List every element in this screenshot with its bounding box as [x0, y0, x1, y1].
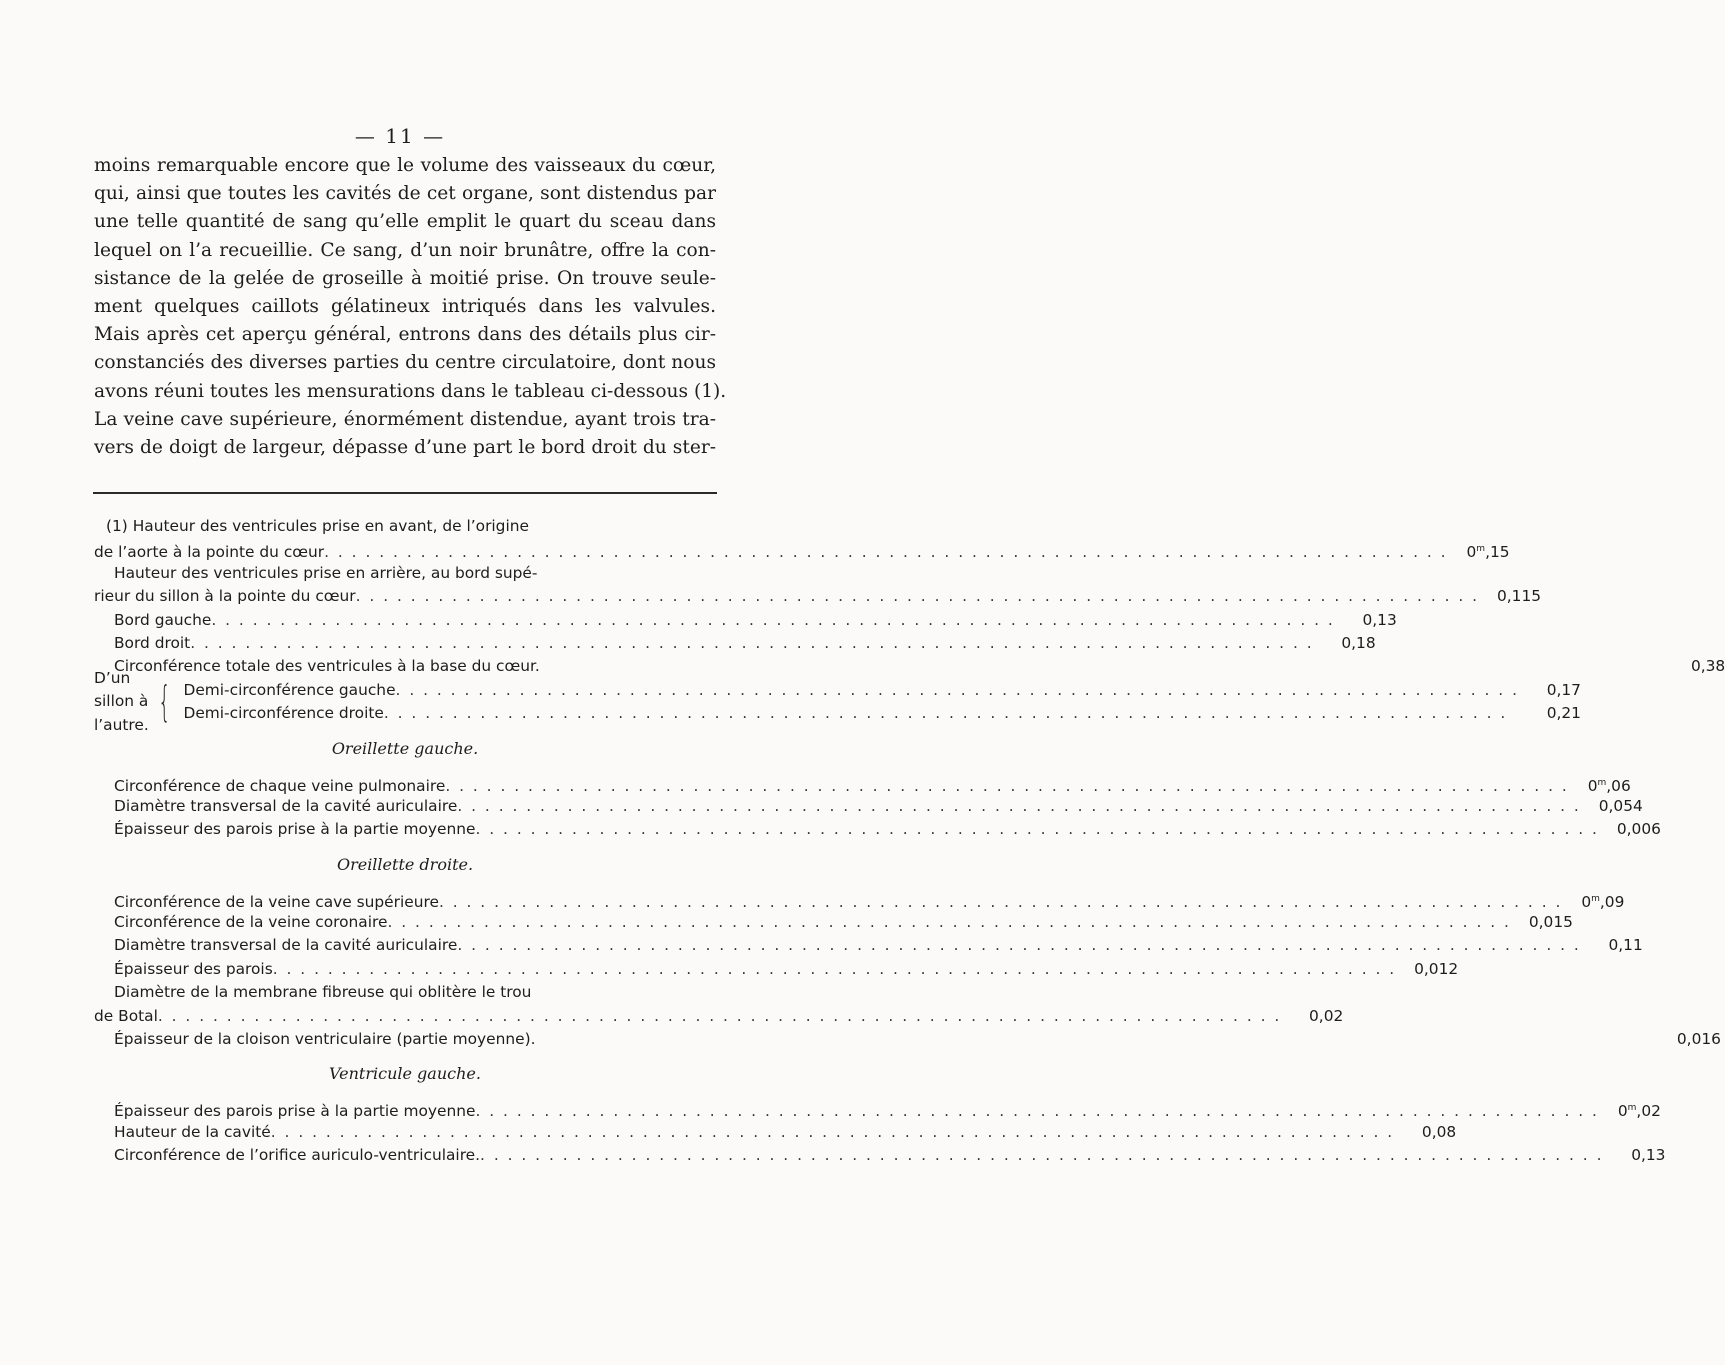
row-label: Bord droit: [114, 633, 191, 652]
body-paragraph: [94, 152, 727, 462]
row-label: Circonférence totale des ventricules à la base du cœur.: [114, 657, 540, 676]
footnote-divider: [93, 492, 717, 494]
table-row: [94, 538, 1510, 562]
row-label: Épaisseur des parois prise à la partie moyenne: [114, 820, 476, 839]
row-value: 0,11: [1608, 936, 1643, 955]
section-heading: Oreillette droite.: [336, 854, 474, 874]
leader-dots: [480, 1144, 1603, 1167]
table-row: [94, 609, 1397, 632]
table-row: [94, 1144, 1666, 1167]
row-value: 0,016: [1676, 1030, 1721, 1049]
row-label: Hauteur de la cavité: [114, 1122, 271, 1141]
leader-dots: [387, 911, 1510, 934]
table-row: [183, 679, 1581, 702]
row-label: Demi-circonférence droite: [183, 704, 384, 723]
row-label: Circonférence de l’orifice auriculo-ventriculaire.: [114, 1146, 481, 1165]
table-row: [94, 911, 1573, 934]
table-row: [94, 818, 1661, 841]
leader-dots: [271, 1121, 1394, 1144]
table-row: [183, 702, 1581, 725]
table-row: [94, 1005, 1344, 1028]
row-value: 0,08: [1421, 1122, 1457, 1141]
table-row: [94, 981, 716, 1004]
row-label: Bord gauche: [114, 610, 212, 629]
leader-dots: [158, 1005, 1281, 1028]
table-row: [94, 958, 1459, 981]
leader-dots: [190, 632, 1313, 655]
table-row: [94, 1028, 1721, 1051]
brace-icon: {: [158, 677, 171, 727]
leader-dots: [384, 702, 1519, 725]
brace-group: [94, 669, 1581, 734]
body-line: sistance de la gelée de groseille à moitié prise. On trouve seule-: [94, 267, 716, 289]
body-line: lequel on l’a recueillie. Ce sang, d’un noir brunâtre, offre la con-: [94, 239, 716, 261]
body-line: ment quelques caillots gélatineux intriqués dans les valvules.: [94, 296, 716, 318]
row-value: 0,012: [1414, 959, 1459, 978]
section-heading: Oreillette gauche.: [331, 738, 479, 758]
row-value: 0$^m$,02: [1617, 1102, 1661, 1121]
row-value: 0$^m$,09: [1581, 892, 1625, 911]
table-row: [94, 655, 1725, 678]
row-label: Demi-circonférence gauche: [183, 680, 396, 699]
page-number: — 11 —: [354, 124, 446, 148]
leader-dots: [356, 585, 1479, 608]
row-value: 0,054: [1598, 796, 1643, 815]
leader-dots: [475, 818, 1598, 841]
body-line: moins remarquable encore que le volume des vaisseaux du cœur,: [94, 155, 716, 176]
table-row: [94, 1121, 1457, 1144]
body-line: avons réuni toutes les mensurations dans le tableau ci-dessous (1).: [94, 380, 727, 402]
table-row: [94, 888, 1625, 911]
row-label: Diamètre transversal de la cavité auriculaire: [114, 796, 458, 815]
table-row: [94, 772, 1631, 795]
row-value: 0,38: [1690, 657, 1725, 676]
row-label: Circonférence de la veine cave supérieure: [114, 892, 439, 911]
row-label: Épaisseur des parois: [114, 959, 273, 978]
footnote-table: [94, 515, 1725, 1168]
leader-dots: [457, 795, 1580, 818]
row-label: Diamètre transversal de la cavité auriculaire: [114, 936, 458, 955]
table-row: [94, 1097, 1661, 1121]
row-value: 0$^m$,15: [1466, 543, 1510, 562]
row-label: Circonférence de chaque veine pulmonaire: [114, 776, 446, 795]
row-label: rieur du sillon à la pointe du cœur: [94, 587, 356, 606]
body-line: qui, ainsi que toutes les cavités de cet organe, sont distendus par: [94, 183, 716, 205]
leader-dots: [273, 958, 1396, 981]
row-value: 0,13: [1362, 610, 1397, 629]
table-row: [94, 515, 716, 538]
row-label: Épaisseur des parois prise à la partie moyenne: [114, 1102, 476, 1121]
row-value: 0,015: [1528, 913, 1573, 932]
leader-dots: [396, 679, 1519, 702]
table-row: [94, 934, 1643, 957]
row-value: 0$^m$,06: [1587, 776, 1631, 795]
body-line: constanciés des diverses parties du centre circulatoire, dont nous: [94, 352, 716, 374]
body-line: vers de doigt de largeur, dépasse d’une part le bord droit du ster-: [94, 437, 716, 459]
row-value: 0,17: [1546, 680, 1581, 699]
row-value: 0,115: [1497, 587, 1542, 606]
row-label: de Botal: [94, 1006, 158, 1025]
row-label: Hauteur des ventricules prise en avant, de l’origine: [132, 517, 529, 535]
section-heading: Ventricule gauche.: [329, 1064, 481, 1084]
table-row: [94, 632, 1376, 655]
row-value: 0,13: [1631, 1146, 1666, 1165]
row-label: de l’aorte à la pointe du cœur: [94, 543, 325, 562]
body-line: une telle quantité de sang qu’elle emplit le quart du sceau dans: [94, 211, 716, 233]
footnote-marker: (1): [106, 517, 128, 535]
row-label: Circonférence de la veine coronaire: [114, 913, 388, 932]
body-line: Mais après cet aperçu général, entrons dans des détails plus cir-: [94, 324, 716, 346]
table-row: [94, 795, 1643, 818]
leader-dots: [211, 609, 1334, 632]
table-row: [94, 585, 1542, 608]
row-label: Diamètre de la membrane fibreuse qui oblitère le trou: [114, 983, 532, 1002]
leader-dots: [457, 934, 1580, 957]
table-row: [94, 562, 716, 585]
row-label: Hauteur des ventricules prise en arrière, au bord supé-: [114, 563, 538, 582]
row-value: 0,21: [1546, 704, 1581, 723]
row-value: 0,02: [1309, 1006, 1344, 1025]
row-value: 0,006: [1616, 820, 1661, 839]
row-value: 0,18: [1341, 633, 1376, 652]
body-line: La veine cave supérieure, énormément distendue, ayant trois tra-: [94, 408, 716, 430]
row-label: Épaisseur de la cloison ventriculaire (partie moyenne).: [114, 1030, 536, 1049]
brace-label: D’un sillon à l’autre.: [94, 669, 149, 734]
